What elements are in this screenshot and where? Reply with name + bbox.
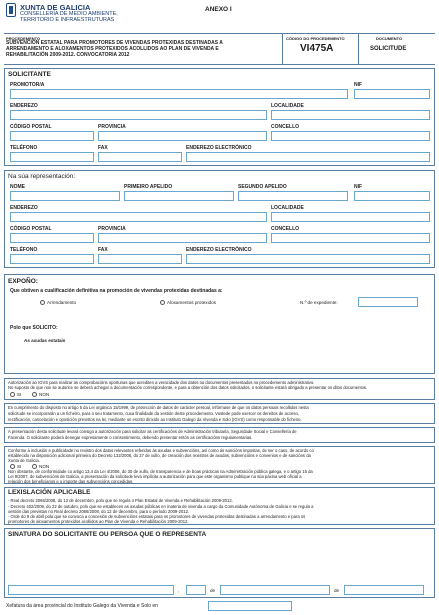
legislation-item-3a: - Orde do 9 de abril pola que se convoca a concesión de subvencións estatais para os promotores de vivendas protexidas destinadas a arrendamento e para os (8, 514, 306, 519)
signature-month-input[interactable] (220, 585, 330, 595)
applicant-zip-label: CÓDIGO POSTAL (10, 124, 52, 130)
rep-surname1-label: PRIMEIRO APELIDO (124, 184, 173, 190)
procedure-text-2: ARRENDAMENTO E ALOXAMENTOS PROTEXIDOS ACOLLIDOS AO PLAN DE VIVENDA E (6, 46, 219, 52)
rep-council-input[interactable] (271, 233, 430, 243)
rep-locality-input[interactable] (271, 212, 430, 222)
procedure-code-label: CÓDIGO DO PROCEDEMENTO (286, 36, 345, 41)
rep-fax-label: FAX (98, 247, 108, 253)
signature-comma: , (178, 588, 180, 593)
promoter-label: PROMOTOR/A (10, 82, 45, 88)
applicant-phone-input[interactable] (10, 152, 94, 162)
applicant-fax-input[interactable] (98, 152, 182, 162)
rep-name-input[interactable] (10, 191, 120, 201)
rep-surname2-label: SEGUNDO APELIDO (238, 184, 287, 190)
rep-council-label: CONCELLO (271, 226, 300, 232)
rep-locality-label: LOCALIDADE (271, 205, 304, 211)
procedure-text-3: REHABILITACIÓN 2009-2012. CONVOCATORIA 2012 (6, 52, 130, 58)
publicity-text-3: Xunta de Galicia. (8, 458, 40, 463)
expono-line: Que obtiven a cualificación definitiva na promoción de vivendas protexidas destinadas a: (10, 288, 223, 294)
authorization-text-1: Autorización ao IGVS para realizar as comprobacións oportunas que acrediten a veracidade dos datos ou documentos presentados no procedemento administrativo. (8, 380, 315, 385)
legislation-item-2b: xestión das previstas no Real decreto 2066/2008, do 12 de decembro, para o período 2009-2012. (8, 509, 190, 514)
signature-place-input[interactable] (8, 585, 174, 595)
publicity-text-6: relación dos beneficiarios e o importe das subvencións concedidas. (8, 479, 134, 484)
expono-title: EXPOÑO: (8, 278, 38, 285)
procedure-label: PROCEDEMENTO (6, 36, 41, 41)
annex-title: ANEXO I (205, 6, 232, 13)
applicant-council-label: CONCELLO (271, 124, 300, 130)
rep-surname2-input[interactable] (238, 191, 348, 201)
housing-radio[interactable] (160, 300, 165, 305)
document-value: SOLICITUDE (370, 46, 407, 52)
rental-radio[interactable] (40, 300, 45, 305)
rep-email-label: ENDEREZO ELECTRÓNICO (186, 247, 252, 253)
lopd-text-2: solicitude se incorporarán a un ficheiro, para o seu tratamento, cuxa finalidade da xestión deste procedemento. Vostede pode exercer os dereitos de acceso, (8, 411, 299, 416)
procedure-code-value: VI475A (300, 43, 334, 54)
rep-zip-label: CÓDIGO POSTAL (10, 226, 52, 232)
consent-text-1: A presentación desta solicitude levará consigo a autorización para solicitar as certificacións de Administración tributaria, Seguridade Social e Consellería de (8, 429, 297, 434)
legislation-item-1: - Real decreto 2066/2008, do 12 de decembro, polo que se regula o Plan Estatal de Vivenda e Rehabilitación 2009-2012. (8, 498, 233, 503)
document-label: DOCUMENTO (376, 36, 403, 41)
applicant-zip-input[interactable] (10, 131, 94, 141)
applicant-nif-label: NIF (354, 82, 363, 88)
legislation-item-3b: promotores de aloxamentos protexidos acollidos ao Plan de Vivenda e Rehabilitación 2009-2012. (8, 519, 189, 524)
housing-label: Aloxamentos protexidos (167, 300, 217, 305)
rep-phone-input[interactable] (10, 254, 94, 264)
signature-year-input[interactable] (344, 585, 424, 595)
rep-nif-label: NIF (354, 184, 363, 190)
org-ministry-2: TERRITORIO E INFRAESTRUTURAS (20, 17, 115, 23)
aid-text: As axudas estatais (24, 338, 66, 343)
expedient-label: N.º de expediente: (300, 300, 338, 305)
applicant-title: SOLICITANTE (8, 71, 51, 78)
applicant-phone-label: TELÉFONO (10, 145, 38, 151)
publicity-text-5: Lei 9/2007, de subvencións de Galicia, a presentación da solicitude leva implícita a autorización para que este organismo publique na súa páxina web oficial a (8, 474, 302, 479)
applicant-locality-label: LOCALIDADE (271, 103, 304, 109)
expedient-input[interactable] (358, 297, 418, 307)
footer-province-input[interactable] (208, 601, 292, 611)
auth-yes-radio[interactable] (10, 392, 15, 397)
rep-phone-label: TELÉFONO (10, 247, 38, 253)
representative-title: Na súa representación: (8, 173, 76, 180)
rep-province-input[interactable] (98, 233, 267, 243)
lopd-text-1: En cumprimento do disposto no artigo 5 da Lei orgánica 15/1999, de protección de datos de carácter persoal, infórmase de que os datos persoais recollidos nesta (8, 405, 309, 410)
signature-title: SINATURA DO SOLICITANTE OU PERSOA QUE O REPRESENTA (8, 531, 207, 538)
consent-text-2: Facenda. O solicitante poderá denegar expresamente o consentimento, debendo presentar entón as certificacións regulamentarias. (8, 435, 253, 440)
rental-label: Arrendamento (47, 300, 77, 305)
publicity-text-1: Conforme á inclusión e publicidade no rexistro dos datos relevantes referidos ás axudas e subvencións, así como ás sancións impostas, de ser o caso, de acordo co (8, 448, 314, 453)
lopd-text-3: rectificación, cancelación e oposición previstos na lei, mediante un escrito dirixido ao Instituto Galego da Vivenda e Solo (IGVS) como responsable do ficheiro. (8, 417, 302, 422)
applicant-locality-input[interactable] (271, 110, 430, 120)
applicant-address-input[interactable] (10, 110, 267, 120)
rep-zip-input[interactable] (10, 233, 94, 243)
request-label: Polo que SOLICITO: (10, 325, 58, 331)
legislation-item-2a: - Decreto 402/2009, do 22 de outubro, polo que se establecen as axudas públicas en materia de vivenda a cargo da Comunidade Autónoma de Galicia e se regula a (8, 504, 314, 509)
signature-de-2: de (334, 588, 340, 593)
applicant-province-input[interactable] (98, 131, 267, 141)
publicity-text-2: establecido na disposición adicional primeira do Decreto 132/2006, do 27 de xullo, de creación dos rexistros de axudas, subvencións e convenios e de sancións da (8, 453, 311, 458)
signature-day-input[interactable] (186, 585, 206, 595)
promoter-input[interactable] (10, 89, 348, 99)
applicant-province-label: PROVINCIA (98, 124, 126, 130)
rep-province-label: PROVINCIA (98, 226, 126, 232)
applicant-fax-label: FAX (98, 145, 108, 151)
publicity-text-4: Non obstante, de conformidade co artigo 13.4 da Lei 4/2006, do 30 de xullo, de transparencia e de boas prácticas na Administración pública galega, e o artigo 15 da (8, 469, 313, 474)
publicity-no-label: NON (39, 464, 50, 469)
footer-text: Xefatura da área provincial do Instituto Galego da Vivenda e Solo en (6, 603, 158, 609)
procedure-text-1: SUBVENCIÓN ESTATAL PARA PROMOTORES DE VIVENDAS PROTEXIDAS DESTINADAS A (6, 40, 223, 46)
rep-email-input[interactable] (186, 254, 430, 264)
rep-address-label: ENDEREZO (10, 205, 38, 211)
applicant-nif-input[interactable] (354, 89, 430, 99)
applicant-council-input[interactable] (271, 131, 430, 141)
applicant-address-label: ENDEREZO (10, 103, 38, 109)
signature-de-1: de (210, 588, 216, 593)
applicant-email-label: ENDEREZO ELECTRÓNICO (186, 145, 252, 151)
rep-address-input[interactable] (10, 212, 267, 222)
authorization-text-2: No suposto de que non se autorice se deberá achegar a documentación correspondente, e para a obtención dos datos solicitados, o solicitante estará obrigado a presentar os ditos documentos. (8, 385, 368, 390)
rep-nif-input[interactable] (354, 191, 430, 201)
auth-yes-label: SI (17, 392, 22, 397)
org-name: XUNTA DE GALICIA (20, 3, 91, 12)
auth-no-radio[interactable] (32, 392, 37, 397)
publicity-yes-label: SI (17, 464, 22, 469)
rep-name-label: NOME (10, 184, 25, 190)
xunta-logo-icon (6, 3, 16, 17)
org-ministry-1: CONSELLERÍA DE MEDIO AMBIENTE, (20, 11, 118, 17)
rep-surname1-input[interactable] (124, 191, 234, 201)
rep-fax-input[interactable] (98, 254, 182, 264)
auth-no-label: NON (39, 392, 50, 397)
applicant-email-input[interactable] (186, 152, 430, 162)
legislation-title: LEXISLACIÓN APLICABLE (8, 489, 91, 496)
